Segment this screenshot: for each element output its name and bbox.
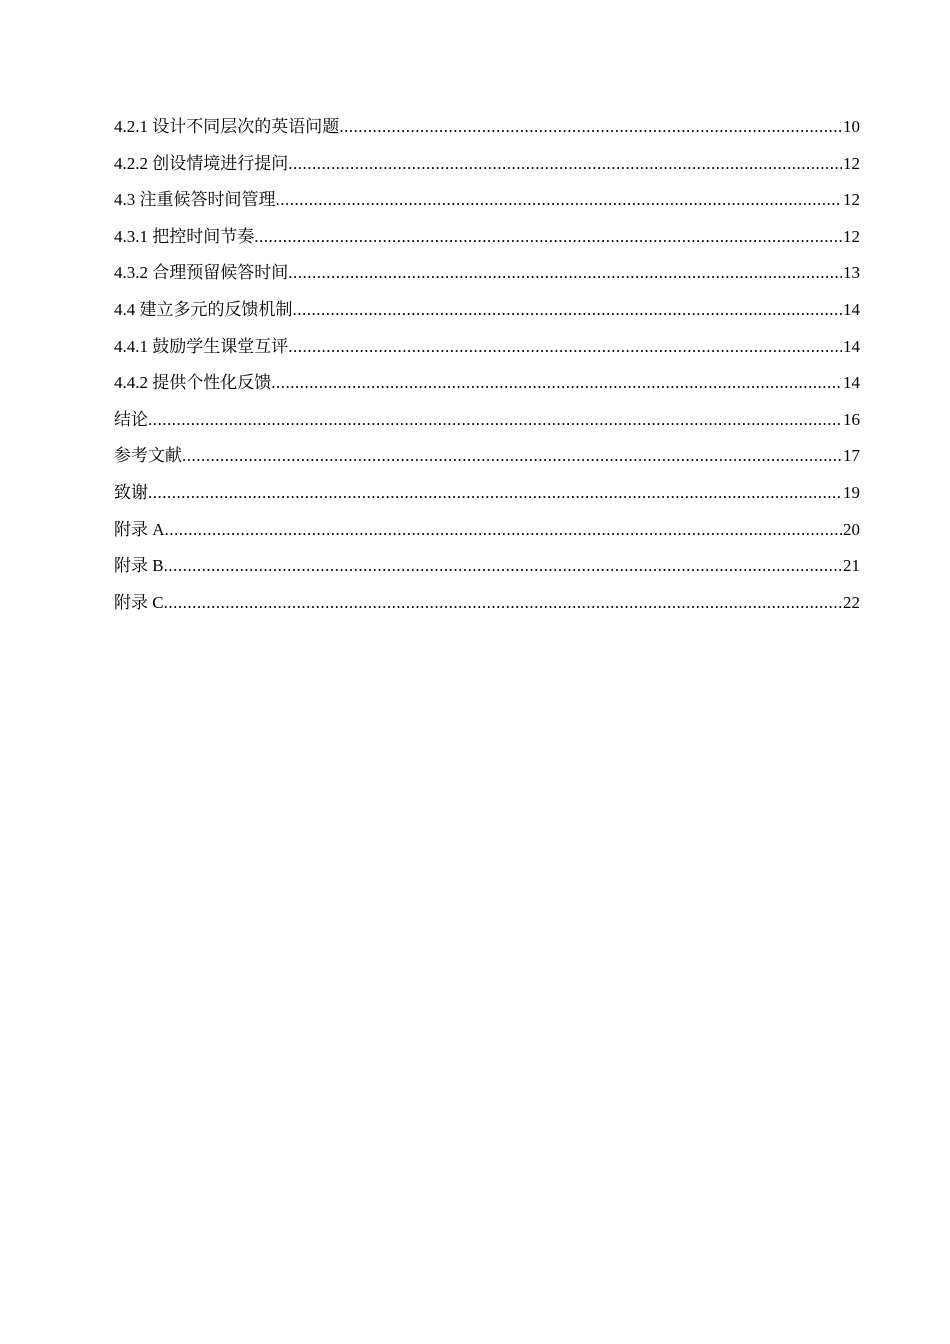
toc-entry-page: 17 (843, 446, 860, 466)
toc-dot-leader (271, 365, 842, 402)
toc-entry-page: 14 (843, 336, 860, 356)
toc-entry-title: 结论 (114, 409, 148, 429)
toc-entry-page: 20 (843, 519, 860, 539)
toc-dot-leader (164, 585, 842, 622)
toc-dot-leader (276, 182, 843, 219)
toc-entry-title: 4.2.2 创设情境进行提问 (114, 153, 289, 173)
toc-entry[interactable] (114, 109, 860, 146)
toc-entry-title: 4.2.1 设计不同层次的英语问题 (114, 117, 340, 136)
toc-entry[interactable] (114, 365, 860, 402)
toc-entry-title: 4.3.1 把控时间节奏 (114, 226, 255, 246)
toc-entry-title: 附录 A (114, 519, 165, 539)
toc-entry[interactable] (114, 329, 860, 366)
toc-entry[interactable] (114, 585, 860, 622)
toc-entry-page: 12 (843, 226, 860, 246)
toc-dot-leader (288, 146, 842, 183)
toc-dot-leader (254, 219, 842, 256)
toc-entry-title: 4.4.1 鼓励学生课堂互评 (114, 336, 289, 356)
toc-entry-title: 4.4 建立多元的反馈机制 (114, 299, 293, 319)
toc-dot-leader (148, 475, 842, 512)
toc-entry-page: 16 (843, 409, 860, 429)
toc-entry-title: 参考文献 (114, 446, 182, 466)
toc-dot-leader (148, 402, 842, 439)
toc-entry-page: 14 (843, 373, 860, 393)
toc-dot-leader (288, 329, 842, 366)
toc-entry[interactable] (114, 292, 860, 329)
toc-entry[interactable] (114, 146, 860, 183)
toc-dot-leader (164, 548, 842, 585)
toc-entry-page: 12 (843, 190, 860, 210)
toc-entry-page: 10 (843, 117, 860, 136)
toc-dot-leader (288, 255, 842, 292)
toc-entry[interactable] (114, 255, 860, 292)
toc-entry[interactable] (114, 438, 860, 475)
toc-entry-page: 12 (843, 153, 860, 173)
toc-entry-title: 4.3.2 合理预留候答时间 (114, 263, 289, 283)
toc-entry-page: 21 (843, 556, 860, 576)
table-of-contents (114, 109, 860, 621)
toc-entry[interactable] (114, 182, 860, 219)
toc-entry[interactable] (114, 512, 860, 549)
toc-entry[interactable] (114, 402, 860, 439)
toc-dot-leader (339, 109, 842, 146)
toc-dot-leader (182, 438, 842, 475)
toc-entry-title: 4.3 注重候答时间管理 (114, 190, 276, 210)
toc-dot-leader (293, 292, 843, 329)
toc-entry-title: 致谢 (114, 482, 148, 502)
toc-entry-title: 附录 C (114, 592, 164, 612)
toc-entry-title: 附录 B (114, 556, 164, 576)
toc-entry[interactable] (114, 219, 860, 256)
toc-entry-page: 13 (843, 263, 860, 283)
toc-dot-leader (165, 512, 842, 549)
toc-entry[interactable] (114, 475, 860, 512)
toc-entry-page: 19 (843, 482, 860, 502)
toc-entry-page: 14 (843, 299, 860, 319)
toc-entry[interactable] (114, 548, 860, 585)
toc-entry-title: 4.4.2 提供个性化反馈 (114, 373, 272, 393)
toc-entry-page: 22 (843, 592, 860, 612)
